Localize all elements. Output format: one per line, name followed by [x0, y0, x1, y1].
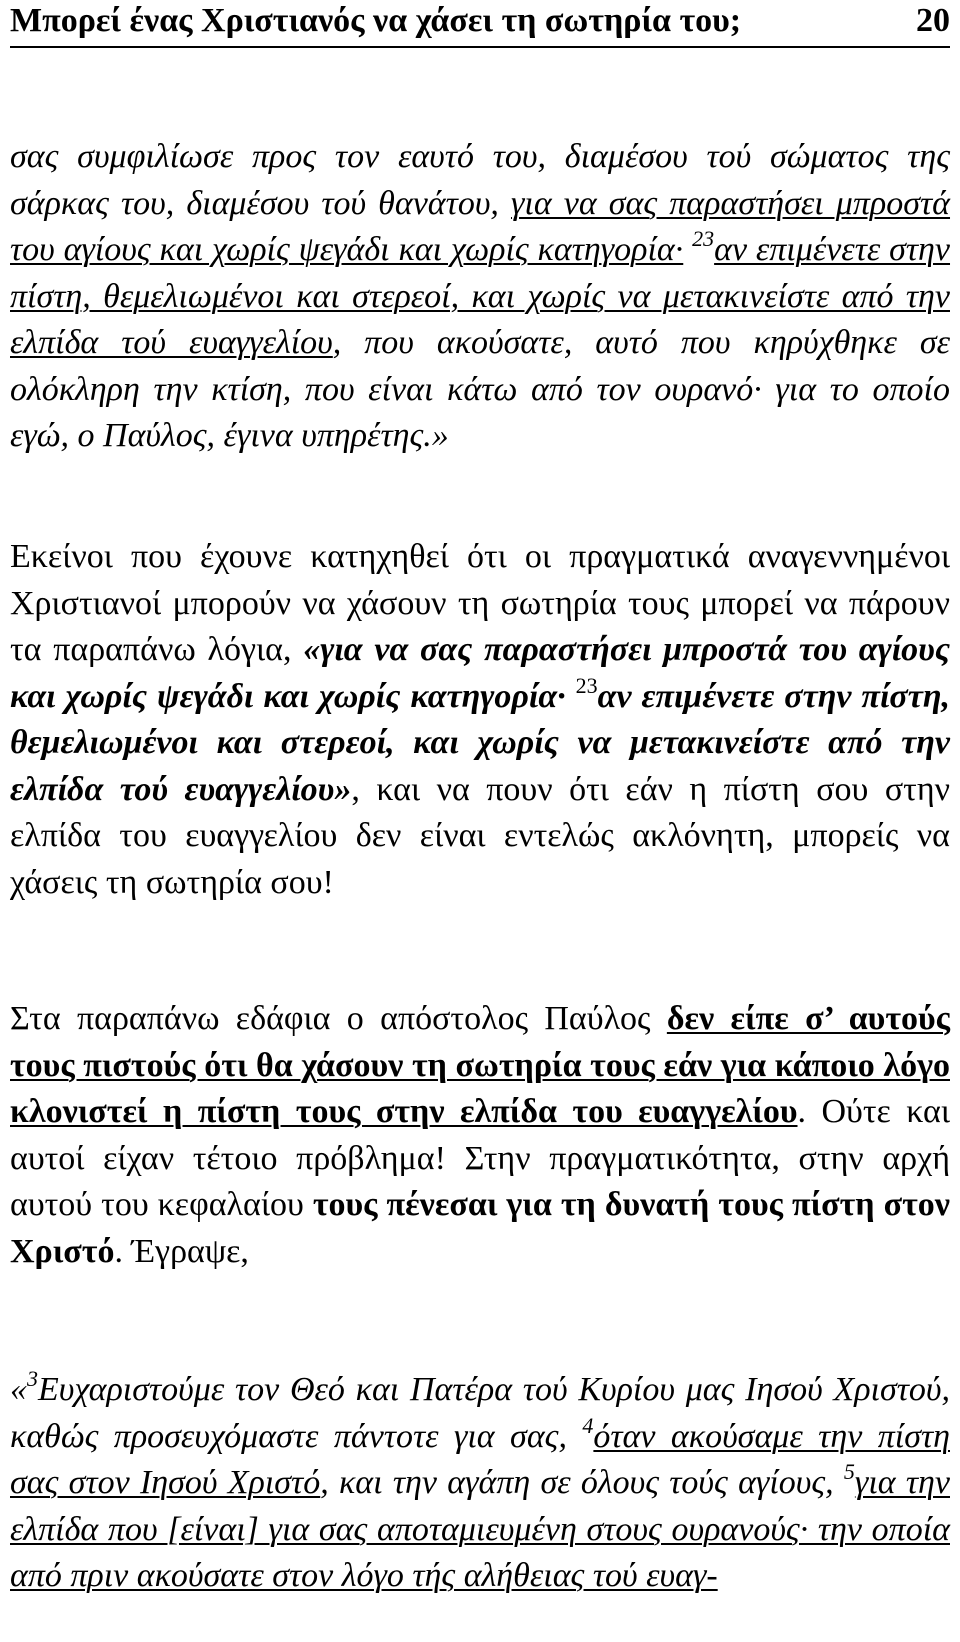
bold-underlined-text: δεν είπε σ’ αυτούς τους πιστούς ότι θα χάσουν τη σωτηρία τους εάν για κάποιο λόγο κλονιστεί η πίστη τους στην ελπίδα του ευαγγελίου [10, 1000, 950, 1130]
text-run: . Έγραψε, [114, 1232, 249, 1270]
text-run: , και την αγάπη σε όλους τούς αγίους, [320, 1464, 844, 1501]
text-run: . Ούτε και αυτοί είχαν τέτοιο πρόβλημα! Στην πραγματικότητα, στην αρχή αυτού του κεφαλαίου [10, 1093, 950, 1223]
verse-number: 23 [692, 226, 715, 251]
text-run: « [10, 1371, 27, 1408]
underlined-text: όταν ακούσαμε την πίστη σας στον Ιησού Χριστό [10, 1417, 950, 1501]
bold-text: τους πένεσαι για τη δυνατή τους πίστη στον Χριστό [10, 1186, 950, 1270]
text-run: Εκείνοι που έχουνε κατηχηθεί ότι οι πραγματικά αναγεννημένοι Χριστιανοί μπορούν να χάσουν τη σωτηρία τους μπορεί να πάρουν τα παραπάνω λόγια, [10, 538, 950, 668]
scripture-quote-paragraph [10, 1367, 950, 1600]
verse-number: 23 [575, 672, 598, 698]
scripture-quote-paragraph [10, 134, 950, 460]
text-run: , και να πουν ότι εάν η πίστη σου στην ελπίδα του ευαγγελίου δεν είναι εντελώς ακλόνητη, μπορείς να χάσεις τη σωτηρία σου! [10, 770, 950, 901]
text-run: σας συμφιλίωσε προς τον εαυτό του, διαμέσου τού σώματος της σάρκας του, διαμέσου τού θανάτου, [10, 138, 950, 222]
underlined-text: για να σας παραστήσει μπροστά του αγίους και χωρίς ψεγάδι και χωρίς κατηγορία· [10, 184, 951, 268]
page-header [10, 0, 950, 48]
running-title: Μπορεί ένας Χριστιανός να χάσει τη σωτηρία του; [10, 2, 742, 39]
commentary-paragraph [10, 534, 950, 906]
text-run: Ευχαριστούμε τον Θεό και Πατέρα τού Κυρίου μας Ιησού Χριστού, καθώς προσευχόμαστε πάντοτε για σας, [10, 1371, 950, 1455]
page-number: 20 [916, 2, 950, 39]
commentary-paragraph [10, 996, 950, 1275]
verse-number: 4 [582, 1412, 594, 1438]
verse-number: 3 [27, 1366, 38, 1391]
underlined-text: για την ελπίδα που [είναι] για σας αποταμιευμένη στους ουρανούς· την οποία από πριν ακούσατε στον λόγο τής αλήθειας τού ευαγ- [10, 1464, 950, 1594]
underlined-text: αν επιμένετε στην πίστη, θεμελιωμένοι και στερεοί, και χωρίς να μετακινείστε από την [10, 231, 951, 315]
text-run: , που ακούσατε, αυτό που κηρύχθηκε σε ολόκληρη την κτίση, που είναι κάτω από τον ουρανό· για το οποίο εγώ, ο Παύλος, έγινα υπηρέτης.» [10, 324, 950, 454]
verse-number: 5 [843, 1459, 855, 1484]
bold-italic-quote: «για να σας παραστήσει μπροστά του αγίους και χωρίς ψεγάδι και χωρίς κατηγορία· [10, 631, 950, 715]
bold-italic-quote: αν επιμένετε στην πίστη, θεμελιωμένοι και στερεοί, και χωρίς να μετακινείστε από την ελπίδα τού ευαγγελίου» [10, 677, 950, 808]
text-run: Στα παραπάνω εδάφια ο απόστολος Παύλος [10, 1000, 667, 1037]
underlined-text: ελπίδα τού ευαγγελίου [10, 324, 333, 361]
